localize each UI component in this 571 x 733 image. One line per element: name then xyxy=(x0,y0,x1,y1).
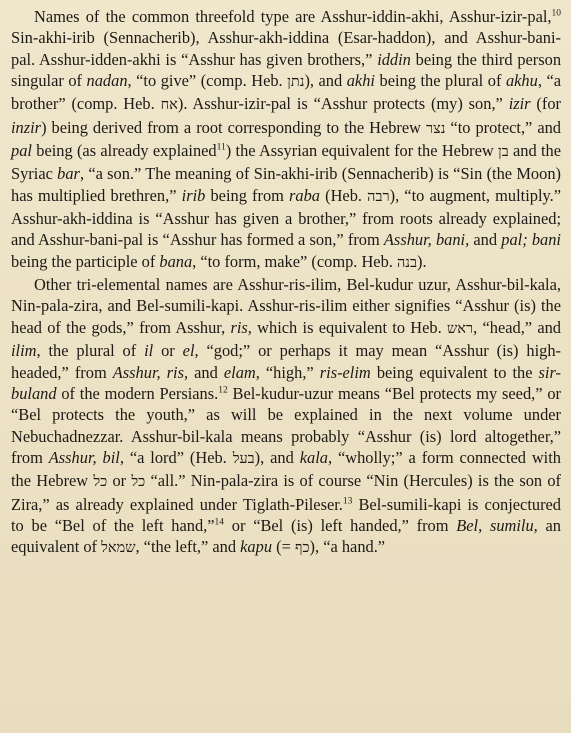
italic-term: el xyxy=(182,341,195,361)
hebrew-word: בנה xyxy=(396,254,418,271)
text-run: Sin-akhi-irib (Sennacherib), Asshur-akh-iddina (Esar-haddon), and Asshur-bani-pal. Asshur-idden-akhi is “Asshur has given brothers,” xyxy=(11,28,561,69)
italic-term: Asshur, bani, xyxy=(383,230,470,250)
text-run: and xyxy=(188,362,224,382)
text-run: ). Asshur-izir-pal is “Asshur protects (my) son,” xyxy=(177,94,509,114)
text-run: (for xyxy=(530,94,561,114)
footnote-ref: 11 xyxy=(216,142,226,153)
hebrew-word: נצר xyxy=(426,120,446,137)
text-run: , the plural of xyxy=(36,341,145,361)
text-body xyxy=(11,6,561,560)
hebrew-word: בן xyxy=(498,144,509,161)
italic-term: raba xyxy=(289,185,320,205)
text-run: “to protect,” and xyxy=(445,117,561,137)
italic-term: pal xyxy=(11,141,32,161)
text-run: ). xyxy=(417,251,427,271)
text-run: , “head,” and xyxy=(473,317,562,337)
italic-term: Asshur, ris, xyxy=(112,362,189,382)
text-run: of the modern Persians. xyxy=(56,383,219,403)
text-run: being from xyxy=(205,185,290,205)
text-run: and the Syriac xyxy=(11,141,561,184)
italic-term: ilim xyxy=(11,341,37,361)
text-run: ) being derived from a root corresponding to the Hebrew xyxy=(41,117,426,137)
text-run: ) the Assyrian equivalent for the Hebrew xyxy=(225,141,499,161)
italic-term: pal; bani xyxy=(501,230,561,250)
hebrew-word: ראש xyxy=(447,320,474,337)
hebrew-word: אח xyxy=(160,97,178,114)
text-run: , “wholly;” a form connected with the Hebrew xyxy=(11,447,561,491)
text-run: or xyxy=(107,471,132,491)
hebrew-word: כל xyxy=(93,474,108,491)
italic-term: Bel, sumilu xyxy=(456,515,534,535)
text-run: , “to form, make” (comp. Heb. xyxy=(192,251,397,271)
italic-term: kala xyxy=(299,447,328,467)
text-run: , “a son.” The meaning of Sin-akhi-irib (Sennacherib) is “Sin (the Moon) has multiplied brethren,” xyxy=(11,164,561,205)
hebrew-word: בעל xyxy=(232,450,255,467)
footnote-ref: 13 xyxy=(342,496,353,507)
italic-term: elam xyxy=(223,362,256,382)
text-run: Names of the common threefold type are Asshur-iddin-akhi, Asshur-izir-pal, xyxy=(34,7,552,26)
text-run: ), “a hand.” xyxy=(309,537,386,557)
italic-term: Asshur, bil xyxy=(48,447,120,467)
text-run: and xyxy=(469,230,502,250)
footnote-ref: 10 xyxy=(551,8,561,19)
italic-term: il xyxy=(144,341,154,361)
text-run: being the plural of xyxy=(374,71,506,91)
text-run: “all.” Nin-pala-zira is of course “Nin (Hercules) is the son of Zira,” as already explained under Tiglath-Pileser. xyxy=(11,471,561,514)
hebrew-word: רבה xyxy=(367,188,390,205)
text-run: , “to give” (comp. Heb. xyxy=(127,71,288,91)
text-run: or xyxy=(153,341,183,361)
text-run: being equivalent to the xyxy=(370,362,539,382)
paragraph-2 xyxy=(11,274,561,559)
italic-term: ris xyxy=(230,317,248,337)
text-run: , an equivalent of xyxy=(11,515,561,557)
text-run: ), and xyxy=(304,71,347,91)
text-run: Other tri-elemental names are Asshur-ris-ilim, Bel-kudur uzur, Asshur-bil-kala, Nin-pala-zira, and Bel-sumili-kapi. Asshur-ris-ilim either signifies “Asshur (is) the head of the gods,” from Asshur, xyxy=(11,275,561,337)
hebrew-word: כף xyxy=(294,540,310,557)
paragraph-1 xyxy=(11,6,561,274)
text-run: ), and xyxy=(254,447,300,467)
italic-term: irib xyxy=(181,185,206,205)
text-run: being the participle of xyxy=(11,251,160,271)
text-run: , which is equivalent to Heb. xyxy=(247,317,447,337)
text-run: or “Bel (is) left handed,” from xyxy=(224,515,457,535)
text-run: (= xyxy=(272,537,295,557)
text-run: being (as already explained xyxy=(31,141,217,161)
italic-term: inzir xyxy=(11,117,42,137)
hebrew-word: שמאל xyxy=(101,540,136,557)
text-run: (Heb. xyxy=(320,185,368,205)
text-run: , “the left,” and xyxy=(135,537,241,557)
italic-term: akhu xyxy=(505,71,538,91)
italic-term: ris-elim xyxy=(319,362,371,382)
text-run: being the third person singular of xyxy=(11,49,562,91)
italic-term: nadan xyxy=(86,71,128,91)
hebrew-word: כל xyxy=(131,474,146,491)
italic-term: bana xyxy=(159,251,193,271)
text-run: Bel-sumili-kapi is conjectured to be “Bel of the left hand,” xyxy=(11,494,561,535)
italic-term: sir-buland xyxy=(11,362,561,403)
italic-term: bar xyxy=(57,164,80,184)
italic-term: kapu xyxy=(240,537,273,557)
footnote-ref: 14 xyxy=(214,517,225,528)
italic-term: iddin xyxy=(377,49,411,69)
text-run: Bel-kudur-uzur means “Bel protects my seed,” or “Bel protects the youth,” as will be explained in the next volume under Nebuchadnezzar. Asshur-bil-kala means probably “Asshur (is) lord altogether,” from xyxy=(11,383,561,467)
footnote-ref: 12 xyxy=(218,385,228,396)
text-run: ), “to augment, multiply.” Asshur-akh-iddina is “Asshur has given a brother,” from roots already explained; and Asshur-bani-pal is “Asshur has formed a son,” from xyxy=(11,185,562,250)
text-run: , “a lord” (Heb. xyxy=(119,447,233,467)
italic-term: akhi xyxy=(346,71,375,91)
hebrew-word: נתן xyxy=(287,74,305,91)
text-run: , “a brother” (comp. Heb. xyxy=(11,71,562,114)
text-run: , “god;” or perhaps it may mean “Asshur (is) high-headed,” from xyxy=(11,341,561,382)
text-run: , “high,” xyxy=(255,362,320,382)
italic-term: izir xyxy=(508,94,531,114)
